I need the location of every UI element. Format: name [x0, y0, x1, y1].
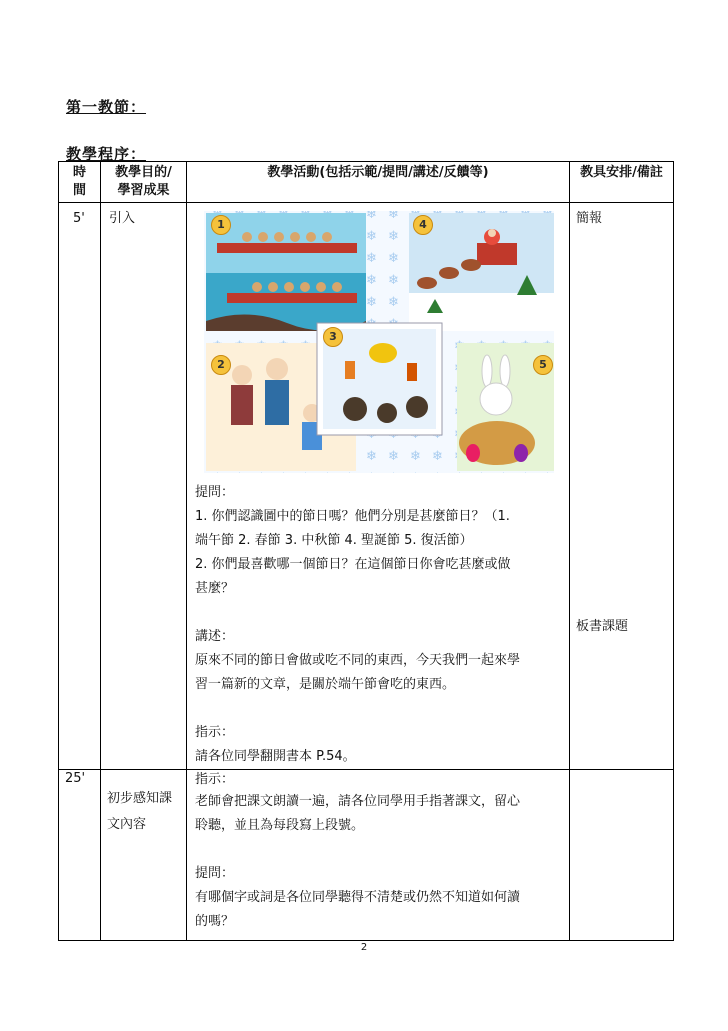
header-tools: 教具安排/備註: [570, 162, 674, 203]
row2-goal: [101, 770, 187, 941]
text-line: 老師會把課文朗讀一遍，請各位同學用手指著課文，留心: [195, 794, 521, 809]
festival-illustration: [187, 203, 569, 475]
procedure-title: 教學程序：: [66, 145, 147, 163]
table-header-row: [59, 162, 674, 203]
header-time: 時間: [59, 162, 101, 203]
row2-tools: [570, 770, 674, 941]
block-head: 提問：: [195, 866, 235, 881]
goal-line: 文內容: [107, 817, 147, 832]
text-line: 甚麼？: [195, 581, 235, 596]
festival-image: [187, 203, 570, 475]
text-line: 端午節 2. 春節 3. 中秋節 4. 聖誕節 5. 復活節）: [195, 533, 473, 548]
tool-slides: 簡報: [576, 211, 603, 226]
text-line: 的嗎？: [195, 914, 235, 929]
table-row: [59, 203, 674, 770]
text-line: 2. 你們最喜歡哪一個節日？在這個節日你會吃甚麼或做: [195, 557, 511, 572]
text-line: 聆聽，並且為每段寫上段號。: [195, 818, 365, 833]
badge-4: 4: [413, 215, 433, 235]
row1-goal: 引入: [101, 203, 187, 770]
block-head: 指示：: [195, 772, 235, 787]
header-activity: 教學活動(包括示範/提問/講述/反饋等): [187, 162, 570, 203]
text-line: 習一篇新的文章，是關於端午節會吃的東西。: [195, 677, 456, 692]
row1-time: 5': [59, 203, 101, 770]
row2-activity: [187, 770, 570, 941]
block-head: 指示：: [195, 725, 235, 740]
goal-line: 初步感知課: [107, 791, 173, 806]
lesson-plan-table: [58, 161, 674, 941]
row2-time: 25': [59, 770, 101, 941]
tool-board-title: 板書課題: [576, 619, 629, 634]
dragon-boat-scene: [206, 213, 366, 331]
text-line: 1. 你們認識圖中的節日嗎？他們分別是甚麼節日？（1.: [195, 509, 510, 524]
table-row: [59, 770, 674, 941]
header-goal: 教學目的/學習成果: [101, 162, 187, 203]
block-head: 提問：: [195, 485, 235, 500]
badge-2: 2: [211, 355, 231, 375]
row1-activity: [187, 203, 570, 770]
section-title: 第一教節：: [66, 98, 147, 116]
badge-3: 3: [323, 327, 343, 347]
page-number: 2: [360, 942, 368, 953]
text-line: 原來不同的節日會做或吃不同的東西，今天我們一起來學: [195, 653, 521, 668]
text-line: 有哪個字或詞是各位同學聽得不清楚或仍然不知道如何讀: [195, 890, 521, 905]
block-head: 講述：: [195, 629, 235, 644]
row1-tools: [570, 203, 674, 770]
text-line: 請各位同學翻開書本 P.54。: [195, 749, 356, 764]
badge-1: 1: [211, 215, 231, 235]
badge-5: 5: [533, 355, 553, 375]
